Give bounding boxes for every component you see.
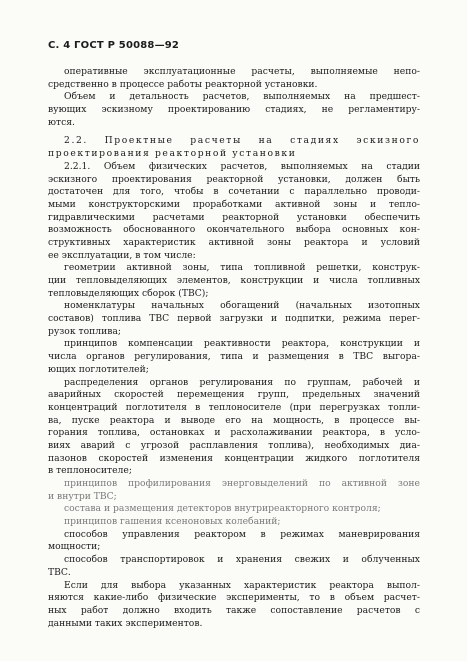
text-line: вующих эскизному проектированию стадиях, не регламентиру- <box>48 104 420 116</box>
text-line: ются. <box>48 116 75 128</box>
text-line: ющих поглотителей; <box>48 363 149 375</box>
text-line: средственно в процессе работы реакторной установки. <box>48 78 318 90</box>
text-line: принципов профилирования энерговыделений по активной зоне <box>64 478 420 489</box>
text-line: ных работ должно входить также сопоставление расчетов с <box>48 604 420 616</box>
text-line: 2.2. Проектные расчеты на стадиях эскизного <box>64 135 420 147</box>
document-body <box>48 66 420 630</box>
text-line: Если для выбора указанных характеристик реактора выпол- <box>64 579 420 591</box>
text-line: рузок топлива; <box>48 325 121 337</box>
text-line: мощности; <box>48 541 101 553</box>
text-line: концентраций поглотителя в теплоносителе (при перегрузках топли- <box>48 401 420 413</box>
text-line: оперативные эксплуатационные расчеты, выполняемые непо- <box>64 66 420 77</box>
text-line: в теплоносителе; <box>48 465 132 477</box>
text-line: 2.2.1. Объем физических расчетов, выполняемых на стадии <box>64 160 420 172</box>
text-line: ва, пуске реактора и выводе его на мощность, в процессе вы- <box>48 414 420 426</box>
text-line: структивных характеристик активной зоны реактора и условий <box>48 236 420 248</box>
text-line: проектирования реакторной установки <box>48 148 297 160</box>
text-line: данными таких экспериментов. <box>48 617 203 629</box>
text-line: числа органов регулирования, типа и размещения в ТВС выгора- <box>48 351 420 363</box>
text-line: составов) топлива ТВС первой загрузки и подпитки, режима перег- <box>48 313 420 325</box>
text-line: пазонов скоростей изменения концентрации жидкого поглотителя <box>48 452 420 464</box>
text-line: геометрии активной зоны, типа топливной решетки, конструк- <box>64 262 420 274</box>
text-line: гидравлическими расчетами реакторной установки обеспечить <box>48 211 420 223</box>
text-line: способов управления реактором в режимах маневрирования <box>64 528 420 540</box>
text-line: номенклатуры начальных обогащений (начальных изотопных <box>64 300 420 312</box>
text-line: распределения органов регулирования по группам, рабочей и <box>64 376 420 388</box>
text-line: Объем и детальность расчетов, выполняемых на предшест- <box>64 91 420 103</box>
text-line: няются какие-либо физические эксперименты, то в объем расчет- <box>48 592 420 604</box>
text-line: ции тепловыделяющих элементов, конструкции и числа топливных <box>48 275 420 286</box>
text-line: состава и размещения детекторов внутриреакторного контроля; <box>64 503 381 515</box>
text-line: аварийных скоростей перемещения групп, предельных значений <box>48 389 420 401</box>
text-line: эскизного проектирования реакторной установки, должен быть <box>48 173 420 185</box>
text-line: принципов компенсации реактивности реактора, конструкции и <box>64 338 420 350</box>
text-line: тепловыделяющих сборок (ТВС); <box>48 287 209 299</box>
text-line: возможность обоснованного окончательного выбора основных кон- <box>48 224 420 236</box>
text-line: мыми конструкторскими проработками активной зоны и тепло- <box>48 198 420 210</box>
text-line: и внутри ТВС; <box>48 490 117 502</box>
text-line: ее эксплуатации, в том числе: <box>48 249 196 261</box>
text-line: виях аварий с угрозой расплавления топлива), необходимых диа- <box>48 439 420 451</box>
text-line: ТВС. <box>48 566 71 578</box>
page-header: С. 4 ГОСТ Р 50088—92 <box>48 40 180 51</box>
text-line: способов транспортировок и хранения свежих и облученных <box>64 554 420 566</box>
text-line: достаточен для того, чтобы в сочетании с параллельно проводи- <box>48 186 420 198</box>
text-line: принципов гашения ксеноновых колебаний; <box>64 516 281 528</box>
text-line: горания топлива, остановках и расхолаживании реактора, в усло- <box>48 427 420 439</box>
